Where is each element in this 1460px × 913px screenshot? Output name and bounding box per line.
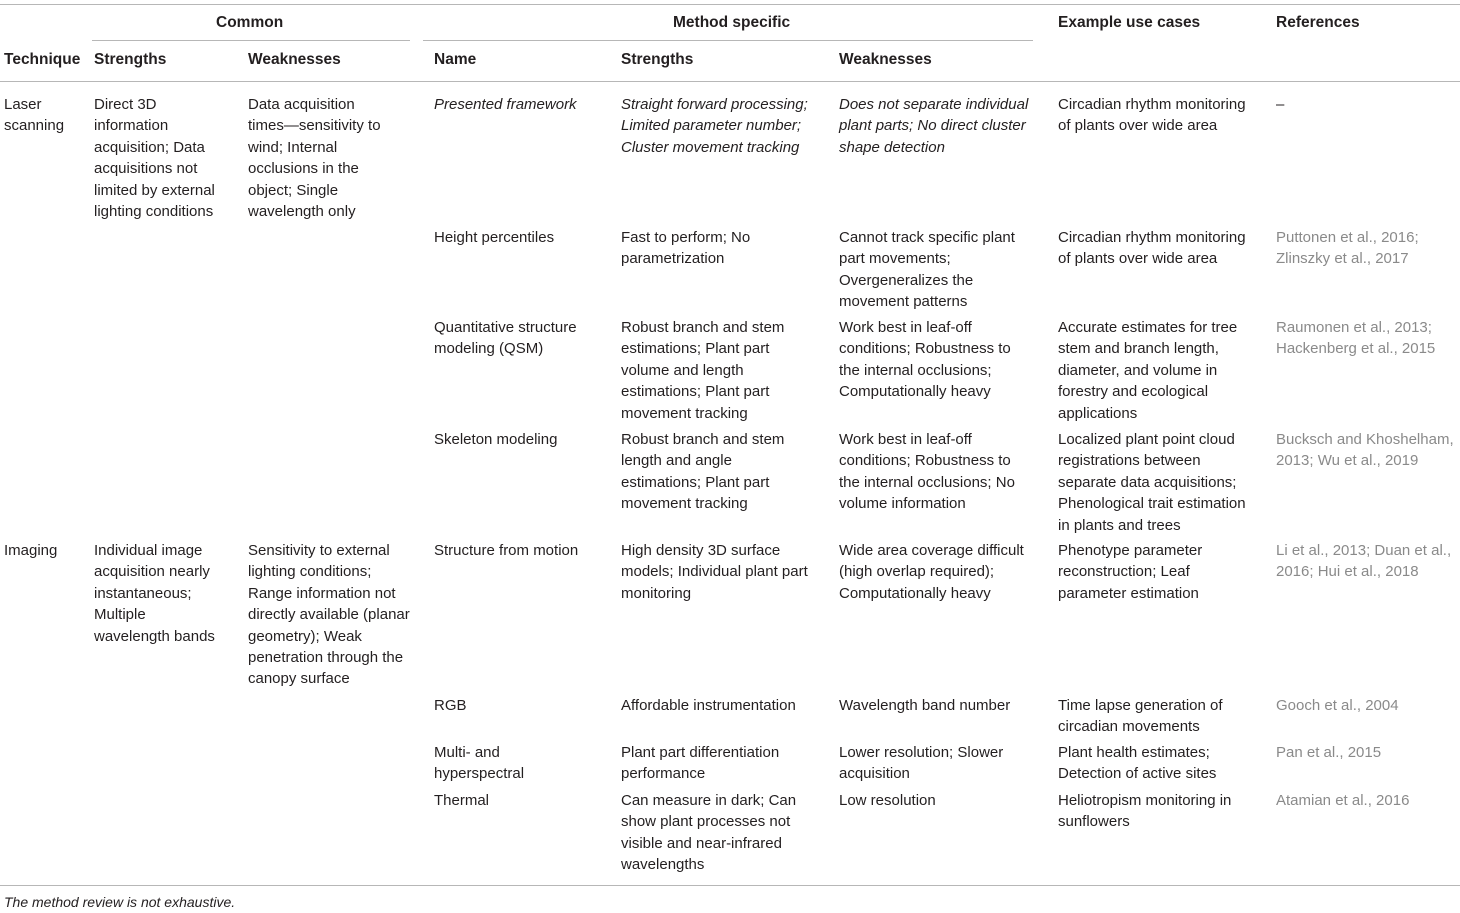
row-thermal-name: Thermal bbox=[434, 792, 490, 809]
row-skeleton-references: Bucksch and Khoshelham, 2013; Wu et al., 2019 bbox=[1276, 431, 1454, 470]
row-rgb-use-cases: Time lapse generation of circadian movements bbox=[1058, 697, 1223, 736]
row-thermal-use-cases: Heliotropism monitoring in sunflowers bbox=[1058, 792, 1232, 831]
row-rgb-weaknesses: Wavelength band number bbox=[839, 697, 1011, 714]
group-laser-weaknesses: Data acquisition times—sensitivity to wind; Internal occlusions in the object; Single wavelength only bbox=[248, 96, 381, 221]
header-technique: Technique bbox=[4, 51, 81, 68]
row-height-weaknesses: Cannot track specific plant part movements; Overgeneralizes the movement patterns bbox=[839, 229, 1015, 311]
row-skeleton-name: Skeleton modeling bbox=[434, 431, 558, 448]
group-imaging-technique: Imaging bbox=[4, 542, 58, 559]
header-method-strengths: Strengths bbox=[621, 51, 694, 68]
header-example-use-cases: Example use cases bbox=[1058, 14, 1201, 31]
row-presented-name: Presented framework bbox=[434, 96, 577, 113]
row-qsm-references: Raumonen et al., 2013; Hackenberg et al., 2015 bbox=[1276, 319, 1436, 358]
row-thermal-references: Atamian et al., 2016 bbox=[1276, 792, 1410, 809]
header-references: References bbox=[1276, 14, 1360, 31]
header-method-specific: Method specific bbox=[673, 14, 791, 31]
header-name: Name bbox=[434, 51, 477, 68]
row-multispectral-name: Multi- and hyperspectral bbox=[434, 744, 525, 783]
row-sfm-references: Li et al., 2013; Duan et al., 2016; Hui et al., 2018 bbox=[1276, 542, 1452, 581]
group-laser-technique: Laser scanning bbox=[4, 96, 65, 135]
row-skeleton-use-cases: Localized plant point cloud registrations between separate data acquisitions; Phenological trait estimation in plants and trees bbox=[1058, 431, 1246, 534]
row-rgb-references: Gooch et al., 2004 bbox=[1276, 697, 1399, 714]
row-presented-strengths: Straight forward processing; Limited parameter number; Cluster movement tracking bbox=[621, 96, 808, 156]
row-qsm-name: Quantitative structure modeling (QSM) bbox=[434, 319, 577, 358]
row-qsm-weaknesses: Work best in leaf-off conditions; Robustness to the internal occlusions; Computationally heavy bbox=[839, 319, 1011, 401]
method-group-rule bbox=[423, 40, 1033, 41]
group-laser-strengths: Direct 3D information acquisition; Data acquisitions not limited by external lighting conditions bbox=[94, 96, 215, 221]
header-common: Common bbox=[216, 14, 284, 31]
row-multispectral-weaknesses: Lower resolution; Slower acquisition bbox=[839, 744, 1004, 783]
top-rule bbox=[0, 4, 1460, 5]
row-multispectral-use-cases: Plant health estimates; Detection of active sites bbox=[1058, 744, 1217, 783]
row-qsm-use-cases: Accurate estimates for tree stem and branch length, diameter, and volume in forestry and ecological applications bbox=[1058, 319, 1238, 422]
row-multispectral-references: Pan et al., 2015 bbox=[1276, 744, 1382, 761]
row-multispectral-strengths: Plant part differentiation performance bbox=[621, 744, 780, 783]
row-height-use-cases: Circadian rhythm monitoring of plants over wide area bbox=[1058, 229, 1246, 268]
group-imaging-strengths: Individual image acquisition nearly instantaneous; Multiple wavelength bands bbox=[94, 542, 215, 645]
row-height-references: Puttonen et al., 2016; Zlinszky et al., 2017 bbox=[1276, 229, 1419, 268]
row-rgb-name: RGB bbox=[434, 697, 467, 714]
row-sfm-use-cases: Phenotype parameter reconstruction; Leaf parameter estimation bbox=[1058, 542, 1203, 602]
header-common-weaknesses: Weaknesses bbox=[248, 51, 341, 68]
group-imaging-weaknesses: Sensitivity to external lighting conditions; Range information not directly available (planar geometry); Weak penetration through the canopy surface bbox=[248, 542, 410, 688]
header-method-weaknesses: Weaknesses bbox=[839, 51, 932, 68]
row-sfm-name: Structure from motion bbox=[434, 542, 579, 559]
row-thermal-weaknesses: Low resolution bbox=[839, 792, 936, 809]
row-presented-weaknesses: Does not separate individual plant parts; No direct cluster shape detection bbox=[839, 96, 1029, 156]
header-bottom-rule bbox=[0, 81, 1460, 82]
row-presented-use-cases: Circadian rhythm monitoring of plants over wide area bbox=[1058, 96, 1246, 135]
row-thermal-strengths: Can measure in dark; Can show plant processes not visible and near-infrared wavelengths bbox=[621, 792, 797, 874]
common-group-rule bbox=[92, 40, 410, 41]
table-bottom-rule bbox=[0, 885, 1460, 886]
row-skeleton-strengths: Robust branch and stem length and angle estimations; Plant part movement tracking bbox=[621, 431, 785, 513]
row-skeleton-weaknesses: Work best in leaf-off conditions; Robustness to the internal occlusions; No volume information bbox=[839, 431, 1015, 513]
row-sfm-strengths: High density 3D surface models; Individual plant part monitoring bbox=[621, 542, 808, 602]
table-footnote: The method review is not exhaustive. bbox=[4, 894, 236, 910]
row-rgb-strengths: Affordable instrumentation bbox=[621, 697, 796, 714]
row-height-strengths: Fast to perform; No parametrization bbox=[621, 229, 751, 268]
header-common-strengths: Strengths bbox=[94, 51, 167, 68]
row-presented-references: – bbox=[1276, 96, 1285, 113]
row-qsm-strengths: Robust branch and stem estimations; Plant part volume and length estimations; Plant part movement tracking bbox=[621, 319, 785, 422]
row-sfm-weaknesses: Wide area coverage difficult (high overlap required); Computationally heavy bbox=[839, 542, 1024, 602]
row-height-name: Height percentiles bbox=[434, 229, 555, 246]
